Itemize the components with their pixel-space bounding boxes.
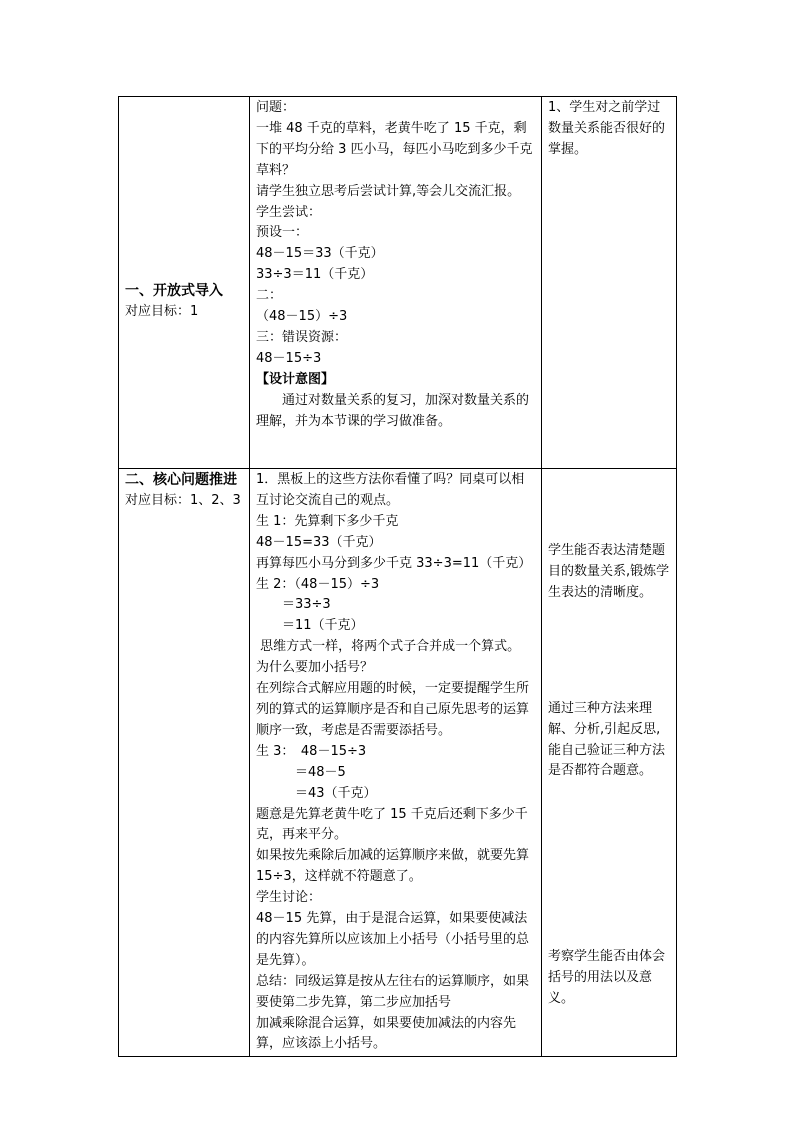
process-line: ＝11（千克）	[256, 618, 364, 634]
process-line: 思维方式一样，将两个式子合并成一个算式。	[256, 639, 521, 655]
process-line: （48－15）÷3	[256, 309, 348, 325]
process-line: 为什么要加小括号？	[256, 660, 374, 676]
note-text: 考察学生能否由体会括号的用法以及意义。	[548, 949, 666, 1007]
stage-title: 二、核心问题推进	[125, 472, 237, 488]
process-line: 题意是先算老黄牛吃了 15 千克后还剩下多少千克，再来平分。	[256, 806, 528, 843]
process-line: 加减乘除混合运算，如果要使加减法的内容先算，应该添上小括号。	[256, 1015, 517, 1052]
design-intent-heading: 【设计意图】	[256, 371, 335, 387]
note-text: 学生能否表达清楚题目的数量关系,锻炼学生表达的清晰度。	[548, 543, 670, 600]
process-line: 总结：同级运算是按从左往右的运算顺序，如果要使第二步先算，第二步应加括号	[256, 973, 530, 1010]
note-spacer	[548, 782, 672, 947]
process-cell	[250, 97, 542, 469]
process-line: 问题：	[256, 100, 296, 115]
stage-cell	[119, 97, 250, 469]
notes-cell	[542, 97, 677, 469]
stage-title: 一、开放式导入	[125, 283, 223, 300]
process-line: 48－15÷3	[256, 350, 322, 366]
process-line: 请学生独立思考后尝试计算,等会儿交流汇报。	[256, 183, 521, 199]
process-line: 三：错误资源：	[256, 329, 348, 345]
process-cell	[250, 469, 542, 1057]
note-spacer	[548, 470, 672, 541]
process-line: 生 3： 48－15÷3	[256, 743, 367, 759]
process-line: 在列综合式解应用题的时候，一定要提醒学生所列的算式的运算顺序是否和自己原先思考的运算顺序一致，考虑是否需要添括号。	[256, 681, 530, 738]
lesson-plan-table	[118, 96, 677, 1057]
process-line: 48－15=33（千克）	[256, 534, 382, 550]
process-line: 再算每匹小马分到多少千克 33÷3=11（千克）	[256, 555, 532, 571]
stage-cell	[119, 469, 250, 1057]
process-line: 生 2：（48－15）÷3	[256, 576, 380, 592]
process-line: ＝43（千克）	[256, 785, 377, 801]
table-row	[119, 469, 677, 1057]
process-line: 33÷3＝11（千克）	[256, 267, 374, 283]
stage-target: 对应目标：1	[125, 304, 199, 319]
process-line: 生 1：先算剩下多少千克	[256, 513, 399, 529]
design-intent-text: 通过对数量关系的复习，加深对数量关系的理解，并为本节课的学习做准备。	[256, 392, 530, 429]
process-line: 如果按先乘除后加减的运算顺序来做，就要先算 15÷3，这样就不符题意了。	[256, 848, 534, 885]
table-row	[119, 97, 677, 469]
note-text: 通过三种方法来理解、分析,引起反思,能自己验证三种方法是否都符合题意。	[548, 700, 666, 779]
process-line: 学生讨论：	[256, 890, 322, 906]
process-line: 1．黑板上的这些方法你看懂了吗？同桌可以相互讨论交流自己的观点。	[256, 472, 525, 508]
notes-cell	[542, 469, 677, 1057]
process-line: ＝33÷3	[256, 597, 331, 613]
process-line: 学生尝试：	[256, 204, 322, 220]
note-text: 1、学生对之前学过数量关系能否很好的掌握。	[548, 100, 666, 157]
process-line: 预设一：	[256, 225, 309, 241]
process-line: 一堆 48 千克的草料，老黄牛吃了 15 千克，剩下的平均分给 3 匹小马，每匹小马吃到多少千克草料？	[256, 120, 533, 178]
process-line: 48－15＝33（千克）	[256, 246, 384, 262]
process-line: ＝48－5	[256, 764, 346, 780]
process-line: 48－15 先算，由于是混合运算，如果要使减法的内容先算所以应该加上小括号（小括号里的总是先算）。	[256, 911, 530, 968]
stage-target: 对应目标：1、2、3	[125, 492, 241, 508]
process-line: 二：	[256, 288, 283, 304]
note-spacer	[548, 604, 672, 699]
